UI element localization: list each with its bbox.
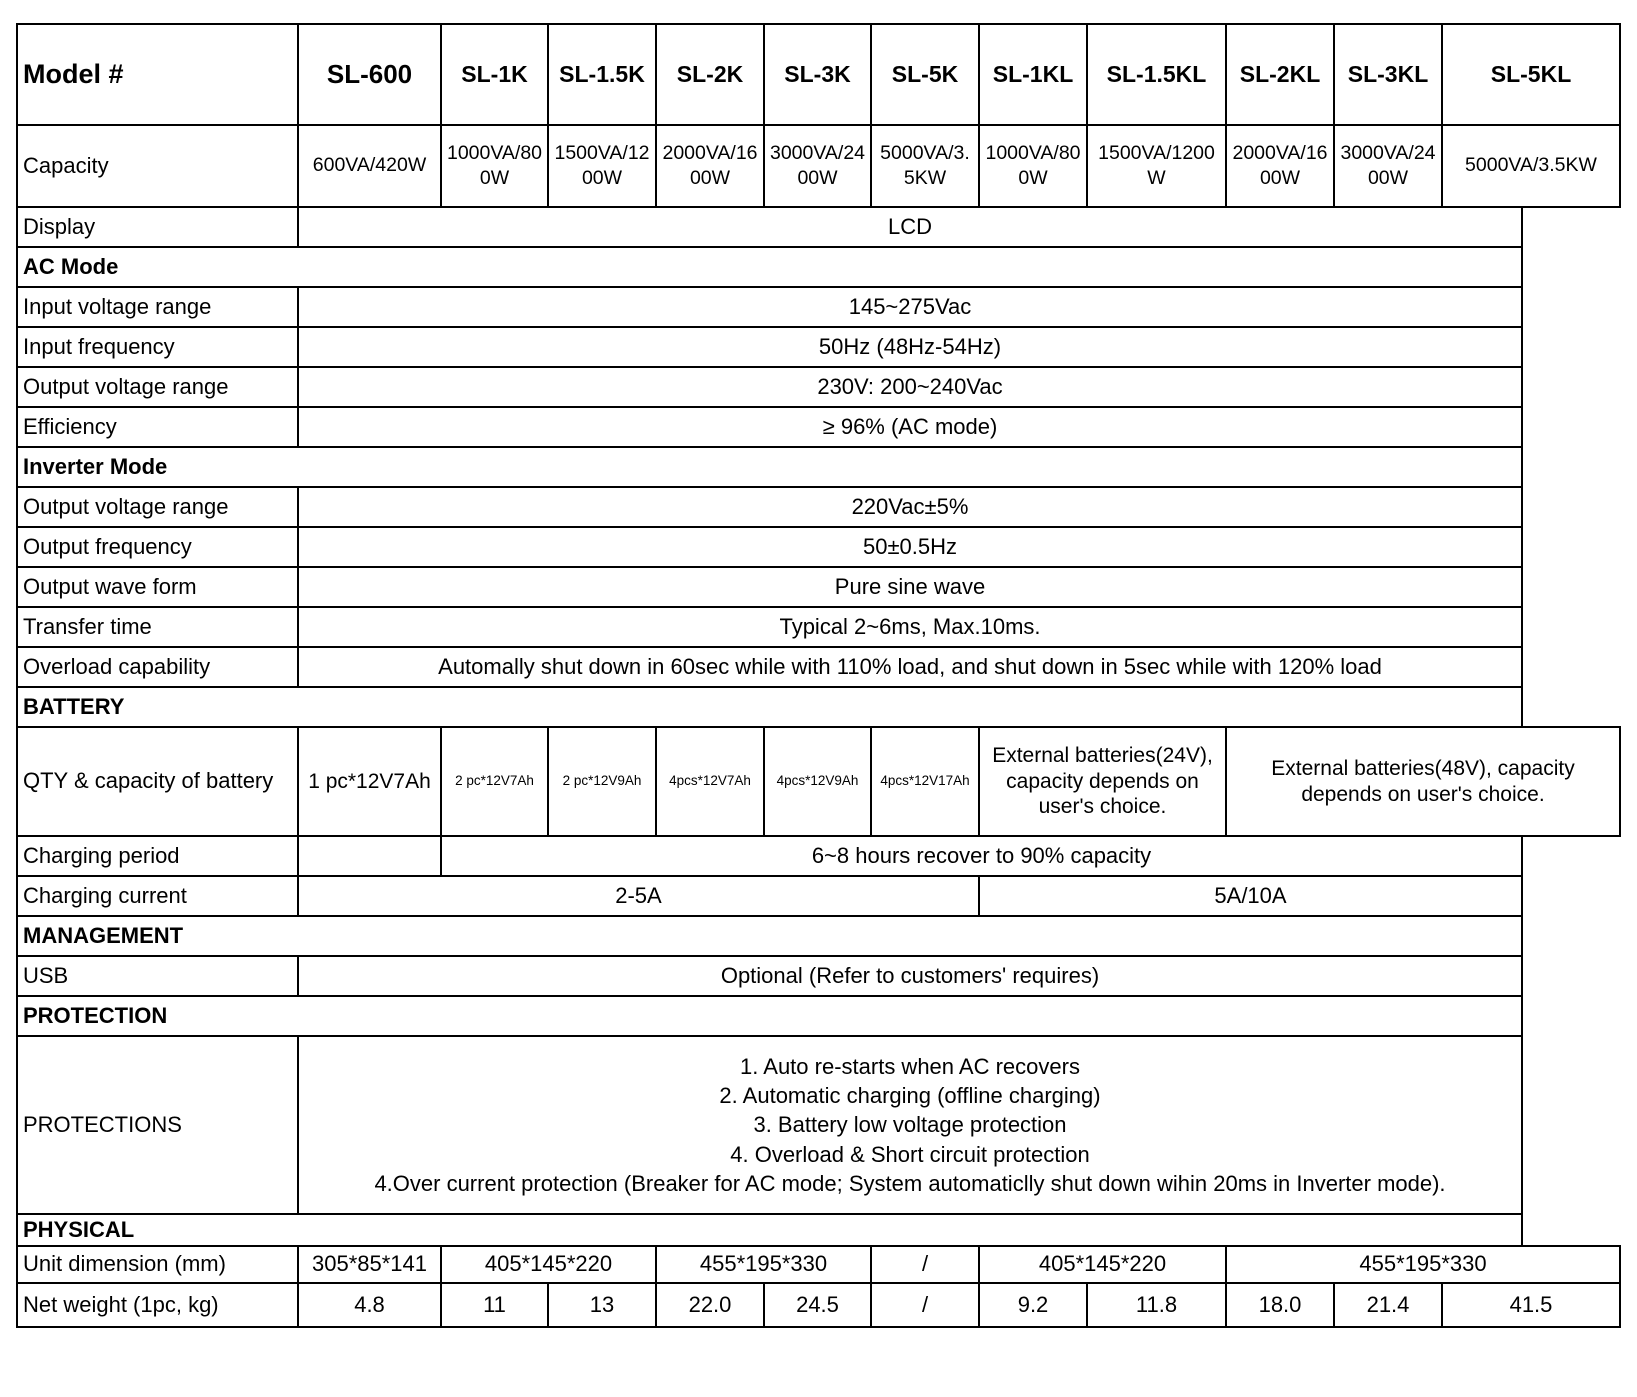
section-row-battery <box>17 687 1620 727</box>
usb-row <box>17 956 1620 996</box>
header-row <box>17 24 1620 125</box>
charging-period-row <box>17 836 1620 876</box>
model-header-cell: SL-1KL <box>979 24 1087 125</box>
charging-current-standard: 2-5A <box>298 876 979 916</box>
row-label: Output voltage range <box>17 367 298 407</box>
battery-qty-cell: 2 pc*12V7Ah <box>441 727 548 836</box>
weight-cell: 41.5 <box>1442 1283 1620 1327</box>
model-header-cell: SL-1.5K <box>548 24 656 125</box>
weight-cell: 11.8 <box>1087 1283 1226 1327</box>
weight-cell: 22.0 <box>656 1283 764 1327</box>
capacity-cell: 5000VA/3.5KW <box>871 125 979 207</box>
section-row-ac-mode <box>17 247 1620 287</box>
display-value: LCD <box>298 207 1522 247</box>
row-label: Output voltage range <box>17 487 298 527</box>
section-title: AC Mode <box>17 247 1522 287</box>
protection-item: 3. Battery low voltage protection <box>753 1112 1067 1138</box>
weight-cell: 11 <box>441 1283 548 1327</box>
model-header-cell: SL-1.5KL <box>1087 24 1226 125</box>
row-value: 50Hz (48Hz-54Hz) <box>298 327 1522 367</box>
capacity-cell: 5000VA/3.5KW <box>1442 125 1620 207</box>
capacity-cell: 2000VA/1600W <box>656 125 764 207</box>
ac-efficiency-row <box>17 407 1620 447</box>
section-row-management <box>17 916 1620 956</box>
row-value: Pure sine wave <box>298 567 1522 607</box>
protections-row <box>17 1036 1620 1214</box>
row-label: Efficiency <box>17 407 298 447</box>
ac-output-voltage-row <box>17 367 1620 407</box>
row-label: Net weight (1pc, kg) <box>17 1283 298 1327</box>
capacity-cell: 1000VA/800W <box>979 125 1087 207</box>
row-value: 50±0.5Hz <box>298 527 1522 567</box>
row-label: Charging current <box>17 876 298 916</box>
row-value: ≥ 96% (AC mode) <box>298 407 1522 447</box>
capacity-cell: 3000VA/2400W <box>1334 125 1442 207</box>
model-header-cell: SL-5KL <box>1442 24 1620 125</box>
ac-input-frequency-row <box>17 327 1620 367</box>
battery-qty-cell: 4pcs*12V7Ah <box>656 727 764 836</box>
battery-qty-cell: 1 pc*12V7Ah <box>298 727 441 836</box>
weight-cell: 4.8 <box>298 1283 441 1327</box>
protection-item: 4.Over current protection (Breaker for AC mode; System automaticlly shut down wihin 20ms in Inverter mode). <box>374 1170 1446 1196</box>
inv-wave-form-row <box>17 567 1620 607</box>
model-header-cell: SL-3KL <box>1334 24 1442 125</box>
battery-qty-external-48v: External batteries(48V), capacity depends on user's choice. <box>1226 727 1620 836</box>
model-header-cell: SL-1K <box>441 24 548 125</box>
model-header-label: Model # <box>17 24 298 125</box>
row-value: 145~275Vac <box>298 287 1522 327</box>
row-label: Display <box>17 207 298 247</box>
battery-qty-row <box>17 727 1620 836</box>
row-label: Input voltage range <box>17 287 298 327</box>
weight-cell: 24.5 <box>764 1283 871 1327</box>
battery-qty-cell: 4pcs*12V17Ah <box>871 727 979 836</box>
model-header-cell: SL-600 <box>298 24 441 125</box>
dimension-row <box>17 1246 1620 1283</box>
capacity-cell: 3000VA/2400W <box>764 125 871 207</box>
row-label: Capacity <box>17 125 298 207</box>
dimension-cell: / <box>871 1246 979 1283</box>
model-header-cell: SL-2K <box>656 24 764 125</box>
model-header-cell: SL-2KL <box>1226 24 1334 125</box>
dimension-cell: 405*145*220 <box>441 1246 656 1283</box>
dimension-cell: 455*195*330 <box>1226 1246 1620 1283</box>
display-row <box>17 207 1620 247</box>
row-value: 6~8 hours recover to 90% capacity <box>441 836 1522 876</box>
dimension-cell: 305*85*141 <box>298 1246 441 1283</box>
row-value: 220Vac±5% <box>298 487 1522 527</box>
section-title: MANAGEMENT <box>17 916 1522 956</box>
capacity-cell: 2000VA/1600W <box>1226 125 1334 207</box>
row-value: 230V: 200~240Vac <box>298 367 1522 407</box>
row-label: Unit dimension (mm) <box>17 1246 298 1283</box>
battery-qty-cell: 2 pc*12V9Ah <box>548 727 656 836</box>
battery-qty-cell: 4pcs*12V9Ah <box>764 727 871 836</box>
weight-cell: / <box>871 1283 979 1327</box>
section-row-inverter-mode <box>17 447 1620 487</box>
ac-input-voltage-row <box>17 287 1620 327</box>
charging-period-empty-cell <box>298 836 441 876</box>
row-label: Output wave form <box>17 567 298 607</box>
row-label: Overload capability <box>17 647 298 687</box>
capacity-cell: 1500VA/1200W <box>548 125 656 207</box>
section-title: BATTERY <box>17 687 1522 727</box>
inv-output-voltage-row <box>17 487 1620 527</box>
row-value: Automally shut down in 60sec while with 110% load, and shut down in 5sec while with 120% load <box>298 647 1522 687</box>
charging-current-long: 5A/10A <box>979 876 1522 916</box>
capacity-cell: 1500VA/1200W <box>1087 125 1226 207</box>
row-label: Charging period <box>17 836 298 876</box>
section-title: Inverter Mode <box>17 447 1522 487</box>
battery-qty-external-24v: External batteries(24V), capacity depends on user's choice. <box>979 727 1226 836</box>
model-header-cell: SL-5K <box>871 24 979 125</box>
weight-cell: 9.2 <box>979 1283 1087 1327</box>
inv-overload-row <box>17 647 1620 687</box>
row-value: Optional (Refer to customers' requires) <box>298 956 1522 996</box>
row-label: Output frequency <box>17 527 298 567</box>
capacity-row <box>17 125 1620 207</box>
protections-list <box>298 1036 1522 1214</box>
capacity-cell: 600VA/420W <box>298 125 441 207</box>
charging-current-row <box>17 876 1620 916</box>
dimension-cell: 455*195*330 <box>656 1246 871 1283</box>
weight-cell: 18.0 <box>1226 1283 1334 1327</box>
row-label: QTY & capacity of battery <box>17 727 298 836</box>
weight-cell: 21.4 <box>1334 1283 1442 1327</box>
weight-row <box>17 1283 1620 1327</box>
model-header-cell: SL-3K <box>764 24 871 125</box>
row-label: Transfer time <box>17 607 298 647</box>
spec-table <box>16 23 1621 1328</box>
capacity-cell: 1000VA/800W <box>441 125 548 207</box>
section-title: PHYSICAL <box>17 1214 1522 1246</box>
weight-cell: 13 <box>548 1283 656 1327</box>
row-label: USB <box>17 956 298 996</box>
section-row-physical <box>17 1214 1620 1246</box>
protection-item: 2. Automatic charging (offline charging) <box>719 1083 1101 1109</box>
row-label: Input frequency <box>17 327 298 367</box>
row-label: PROTECTIONS <box>17 1036 298 1214</box>
section-title: PROTECTION <box>17 996 1522 1036</box>
section-row-protection <box>17 996 1620 1036</box>
inv-transfer-time-row <box>17 607 1620 647</box>
inv-output-frequency-row <box>17 527 1620 567</box>
dimension-cell: 405*145*220 <box>979 1246 1226 1283</box>
protection-item: 1. Auto re-starts when AC recovers <box>740 1054 1080 1080</box>
protection-item: 4. Overload & Short circuit protection <box>730 1141 1090 1167</box>
row-value: Typical 2~6ms, Max.10ms. <box>298 607 1522 647</box>
